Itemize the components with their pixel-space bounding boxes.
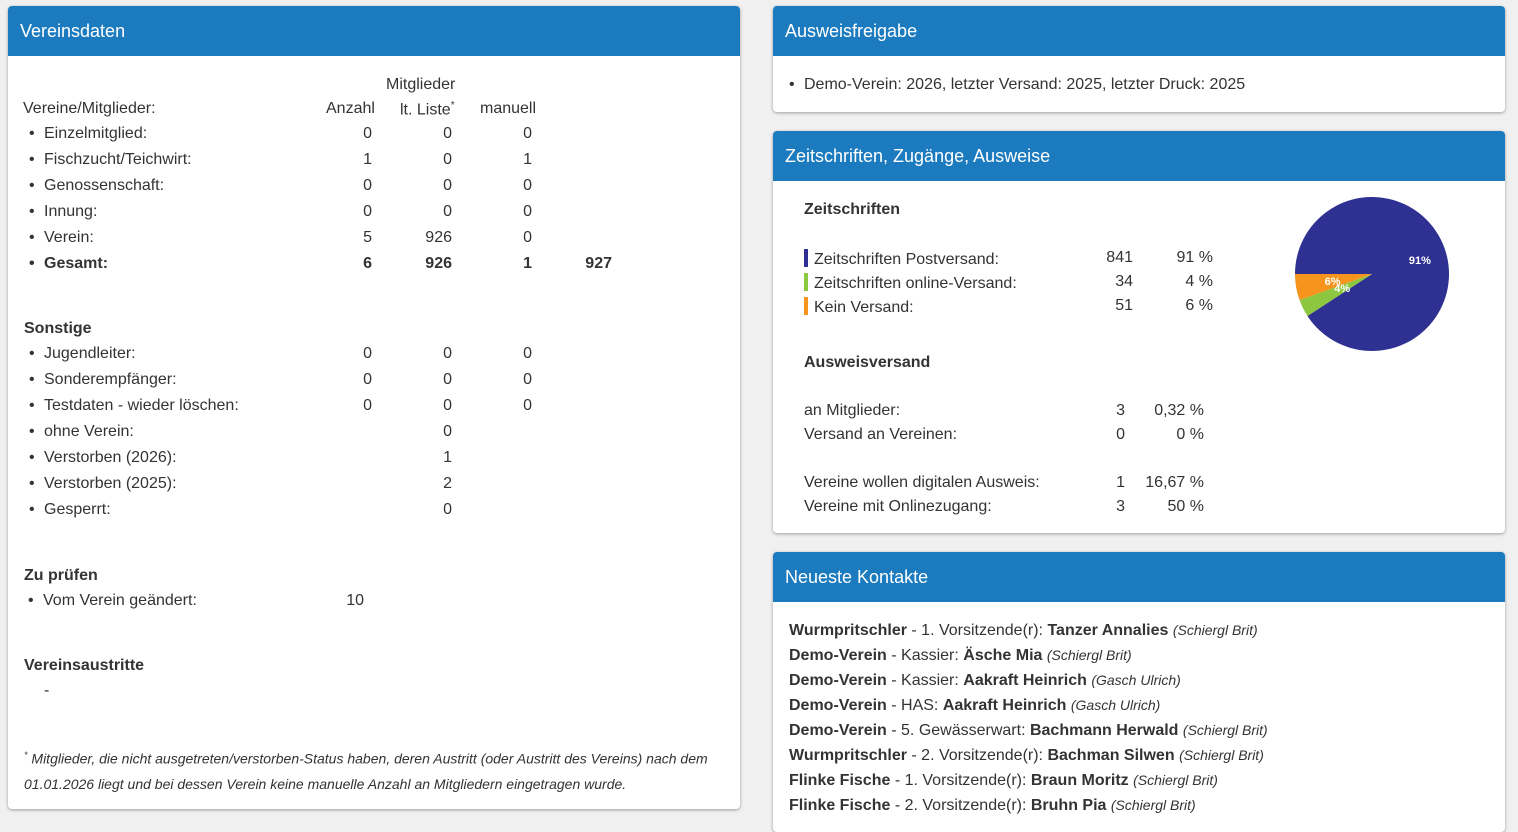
table-cell-anzahl: 0 <box>363 345 372 362</box>
ausweis-row-pct: 16,67 % <box>1145 474 1204 491</box>
ausweis-row-count: 3 <box>1116 498 1125 515</box>
table-cell-liste: 0 <box>443 423 452 440</box>
table-row-label: • Sonderempfänger: <box>44 371 177 389</box>
pie-label: 91% <box>1408 254 1431 267</box>
contact-item <box>789 693 1268 718</box>
footnote-line1: Mitglieder, die nicht ausgetreten/verstorben-Status haben, deren Austritt (oder Austritt des Vereins) nach dem <box>27 750 708 767</box>
table-cell-liste: 0 <box>443 371 452 388</box>
table-cell-anzahl: 1 <box>363 151 372 168</box>
pie-chart <box>1294 198 1454 358</box>
table-cell-liste: 1 <box>443 449 452 466</box>
table-row-label: • Gesamt: <box>44 255 108 273</box>
panel-title-kontakte: Neueste Kontakte <box>773 552 1505 602</box>
table-cell-manuell: 1 <box>523 151 532 168</box>
ausweis-row-pct: 50 % <box>1167 498 1204 515</box>
table-cell-anzahl: 6 <box>363 255 372 272</box>
contact-verein: Flinke Fische <box>789 797 891 814</box>
contact-role: - 2. Vorsitzende(r): <box>890 797 1031 814</box>
panel-title-zeitschriften: Zeitschriften, Zugänge, Ausweise <box>773 131 1505 181</box>
contact-verein: Demo-Verein <box>789 697 887 714</box>
contact-name: Bachman Silwen <box>1047 747 1175 764</box>
zeitschriften-row-count: 34 <box>1115 273 1133 290</box>
contact-author: (Schiergl Brit) <box>1110 797 1196 813</box>
table-cell-manuell: 0 <box>523 345 532 362</box>
contact-verein: Wurmpritschler <box>789 622 907 639</box>
table-cell-liste: 0 <box>443 125 452 142</box>
table-cell-liste: 0 <box>443 345 452 362</box>
contact-author: (Gasch Ulrich) <box>1091 672 1181 688</box>
contact-item <box>789 718 1268 743</box>
list-item <box>804 76 1245 94</box>
table-cell-gesamt: 927 <box>585 255 612 272</box>
table-row-label: • Verstorben (2025): <box>44 475 177 493</box>
pruefen-label: Vom Verein geändert: <box>43 592 197 609</box>
table-cell-liste: 0 <box>443 397 452 414</box>
table-cell-anzahl: 0 <box>363 125 372 142</box>
contact-role: - Kassier: <box>886 647 964 664</box>
table-row-label: • Fischzucht/Teichwirt: <box>44 151 192 169</box>
contact-item <box>789 793 1268 818</box>
contact-author: (Schiergl Brit) <box>1179 747 1264 763</box>
col-header-label: Vereine/Mitglieder: <box>23 100 156 117</box>
table-cell-liste: 0 <box>443 203 452 220</box>
austritte-value: - <box>44 682 50 699</box>
table-cell-manuell: 0 <box>523 125 532 142</box>
table-cell-manuell: 1 <box>523 255 532 272</box>
contact-item <box>789 743 1268 768</box>
table-cell-liste: 0 <box>443 151 452 168</box>
footnote-line2: 01.01.2026 liegt und bei dessen Verein keine manuelle Anzahl an Mitgliedern eingetragen wurde. <box>24 775 627 792</box>
subtitle-ausweisversand: Ausweisversand <box>804 354 931 371</box>
contact-role: - 2. Vorsitzende(r): <box>906 747 1048 764</box>
contact-verein: Demo-Verein <box>789 672 887 689</box>
contact-role: - 1. Vorsitzende(r): <box>906 622 1048 639</box>
contact-role: - 1. Vorsitzende(r): <box>890 772 1031 789</box>
contact-author: (Schiergl Brit) <box>1182 722 1268 738</box>
list-item <box>43 592 197 610</box>
contact-author: (Gasch Ulrich) <box>1070 697 1161 713</box>
table-cell-anzahl: 0 <box>363 203 372 220</box>
table-row-label: • Jugendleiter: <box>44 345 136 363</box>
table-cell-anzahl: 0 <box>363 371 372 388</box>
table-row-label: • Verstorben (2026): <box>44 449 177 467</box>
table-cell-liste: 0 <box>443 501 452 518</box>
section-title-pruefen: Zu prüfen <box>24 567 98 584</box>
table-cell-liste: 926 <box>425 229 452 246</box>
footnote-mark: * <box>24 750 28 760</box>
zeitschriften-row-count: 841 <box>1106 249 1133 266</box>
panel-zeitschriften <box>773 131 1505 533</box>
col-header-liste-text: lt. Liste <box>400 101 451 119</box>
legend-label: Zeitschriften Postversand: <box>814 251 999 268</box>
zeitschriften-row-label <box>804 297 914 317</box>
contact-name: Äsche Mia <box>963 647 1043 664</box>
contact-name: Bruhn Pia <box>1030 797 1107 814</box>
section-title-austritte: Vereinsaustritte <box>24 657 145 674</box>
legend-swatch <box>804 273 808 291</box>
legend-swatch <box>804 297 808 315</box>
legend-label: Kein Versand: <box>814 299 914 316</box>
ausweis-row-label: Vereine wollen digitalen Ausweis: <box>804 474 1040 491</box>
contact-role: - 5. Gewässerwart: <box>886 722 1030 739</box>
ausweis-row-label: an Mitglieder: <box>804 402 901 419</box>
ausweis-row-label: Vereine mit Onlinezugang: <box>804 498 992 515</box>
table-row-label: • Verein: <box>44 229 94 247</box>
pie-label: 4% <box>1334 282 1351 295</box>
contact-name: Aakraft Heinrich <box>963 672 1087 689</box>
table-cell-liste: 0 <box>443 177 452 194</box>
contact-name: Tanzer Annalies <box>1047 622 1169 639</box>
contact-verein: Flinke Fische <box>789 772 891 789</box>
col-header-anzahl: Anzahl <box>326 100 375 117</box>
zeitschriften-row-pct: 6 % <box>1185 297 1213 314</box>
zeitschriften-row-pct: 91 % <box>1176 249 1213 266</box>
contact-name: Braun Moritz <box>1030 772 1129 789</box>
col-header-liste-sup: * <box>450 100 455 111</box>
table-cell-anzahl: 0 <box>363 397 372 414</box>
contact-item <box>789 643 1268 668</box>
table-cell-anzahl: 5 <box>363 229 372 246</box>
zeitschriften-row-pct: 4 % <box>1185 273 1213 290</box>
subtitle-zeitschriften: Zeitschriften <box>804 201 901 218</box>
contact-verein: Demo-Verein <box>789 722 887 739</box>
contact-item <box>789 768 1268 793</box>
zeitschriften-row-label <box>804 273 1017 293</box>
contact-author: (Schiergl Brit) <box>1172 622 1258 638</box>
table-cell-manuell: 0 <box>523 203 532 220</box>
ausweis-row-pct: 0 % <box>1176 426 1204 443</box>
contact-verein: Demo-Verein <box>789 647 887 664</box>
contact-role: - Kassier: <box>886 672 964 689</box>
col-header-liste <box>400 100 455 119</box>
table-row-label: • ohne Verein: <box>44 423 134 441</box>
legend-label: Zeitschriften online-Versand: <box>814 275 1017 292</box>
table-row-label: • Einzelmitglied: <box>44 125 147 143</box>
table-cell-manuell: 0 <box>523 177 532 194</box>
table-cell-anzahl: 0 <box>363 177 372 194</box>
footnote <box>24 743 708 797</box>
col-group-mitglieder: Mitglieder <box>386 76 456 93</box>
ausweis-row-count: 3 <box>1116 402 1125 419</box>
table-cell-manuell: 0 <box>523 229 532 246</box>
contact-role: - HAS: <box>886 697 943 714</box>
ausweis-row-count: 0 <box>1116 426 1125 443</box>
table-cell-liste: 926 <box>425 255 452 272</box>
ausweis-row-count: 1 <box>1116 474 1125 491</box>
ausweisfreigabe-item: Demo-Verein: 2026, letzter Versand: 2025, letzter Druck: 2025 <box>804 76 1246 93</box>
col-header-manuell: manuell <box>480 100 537 117</box>
table-cell-manuell: 0 <box>523 397 532 414</box>
table-row-label: • Testdaten - wieder löschen: <box>44 397 239 415</box>
zeitschriften-row-label <box>804 249 999 269</box>
panel-title-vereinsdaten: Vereinsdaten <box>8 6 740 56</box>
panel-ausweisfreigabe <box>773 6 1505 112</box>
table-cell-manuell: 0 <box>523 371 532 388</box>
ausweis-row-pct: 0,32 % <box>1154 402 1204 419</box>
panel-title-ausweisfreigabe: Ausweisfreigabe <box>773 6 1505 56</box>
contacts-list <box>789 618 1268 818</box>
table-row-label: • Gesperrt: <box>44 501 111 519</box>
table-row-label: • Innung: <box>44 203 97 221</box>
zeitschriften-row-count: 51 <box>1115 297 1133 314</box>
table-cell-liste: 2 <box>443 475 452 492</box>
section-title-sonstige: Sonstige <box>24 320 92 337</box>
table-row-label: • Genossenschaft: <box>44 177 164 195</box>
contact-name: Aakraft Heinrich <box>942 697 1067 714</box>
ausweis-row-label: Versand an Vereinen: <box>804 426 958 443</box>
legend-swatch <box>804 249 808 267</box>
contact-verein: Wurmpritschler <box>789 747 907 764</box>
pie-label: 6% <box>1324 275 1341 288</box>
contact-name: Bachmann Herwald <box>1029 722 1179 739</box>
contact-item <box>789 618 1268 643</box>
contact-author: (Schiergl Brit) <box>1046 647 1132 663</box>
pruefen-anzahl: 10 <box>346 592 364 609</box>
contact-author: (Schiergl Brit) <box>1133 772 1218 788</box>
panel-kontakte <box>773 552 1505 832</box>
contact-item <box>789 668 1268 693</box>
panel-vereinsdaten <box>8 6 740 809</box>
